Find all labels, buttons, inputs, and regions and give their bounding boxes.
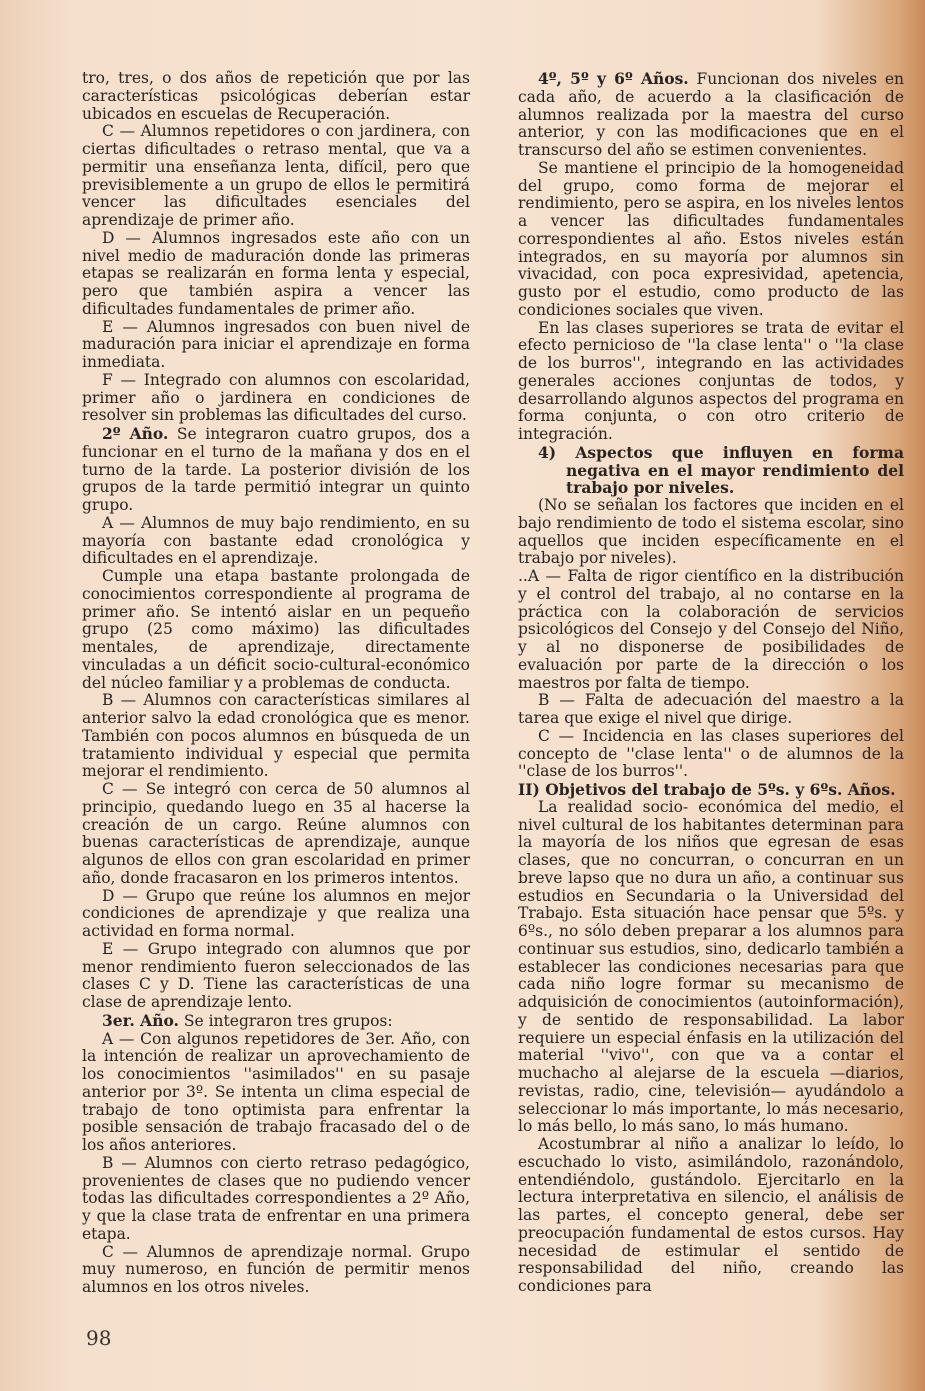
paragraph: C — Se integró con cerca de 50 alumnos al principio, quedando luego en 35 al hacerse la creación de un cargo. Reúne alumnos con buenas características de aprendizaje, aunque algunos de ellos con gran escolaridad en primer año, donde fracasaron en los primeros intentos. bbox=[82, 780, 470, 887]
left-column bbox=[82, 70, 470, 1297]
paragraph: A — Alumnos de muy bajo rendimiento, en su mayoría con bastante edad cronológica y dificultades en el aprendizaje. bbox=[82, 513, 470, 568]
paragraph: A — Con algunos repetidores de 3er. Año, con la intención de realizar un aprovechamiento de los conocimientos ''asimilados'' en su pasaje anterior por 3º. Se intenta un clima especial de trabajo de tono optimista para enfrentar la posible sensación de trabajo fracasado del o de los años anteriores. bbox=[82, 1029, 470, 1154]
paragraph bbox=[82, 425, 470, 515]
paragraph-text: Se integraron tres grupos: bbox=[178, 1011, 393, 1030]
paragraph: Acostumbrar al niño a analizar lo leído, lo escuchado lo visto, asimilándolo, razonándolo, entendiéndolo, gustándolo. Ejercitarlo en la lectura interpretativa en silencio, el análisis de las partes, el concepto general, debe ser preocupación fundamental de estos cursos. Hay necesidad de estimular el sentido de responsabilidad del niño, creando las condiciones para bbox=[518, 1135, 904, 1295]
paragraph: C — Incidencia en las clases superiores del concepto de ''clase lenta'' o de alumnos de la ''clase de los burros''. bbox=[518, 726, 904, 781]
section-label: 2º Año. bbox=[102, 424, 169, 443]
paragraph: D — Alumnos ingresados este año con un nivel medio de maduración donde las primeras etapas se realizarán en forma lenta y especial, pero que también aspira a vencer las dificultades fundamentales de primer año. bbox=[82, 228, 470, 318]
paragraph: Cumple una etapa bastante prolongada de conocimientos correspondiente al programa de primer año. Se intentó aislar en un pequeño grupo (25 como máximo) las dificultades mentales, de aprendizaje, directamente vinculadas a un déficit socio-cultural-económico del núcleo familiar y a problemas de conducta. bbox=[82, 567, 470, 692]
paragraph: E — Alumnos ingresados con buen nivel de maduración para iniciar el aprendizaje en forma inmediata. bbox=[82, 317, 470, 371]
paragraph: B — Alumnos con características similares al anterior salvo la edad cronológica que es menor. También con pocos alumnos en búsqueda de un tratamiento individual y especial que permita mejorar el rendimiento. bbox=[82, 691, 470, 781]
paragraph: La realidad socio- económica del medio, el nivel cultural de los habitantes determinan para la mayoría de los niños que egresan de esas clases, que no concurran, o concurran en un breve lapso que no dura un año, a continuar sus estudios en Secundaria o la Universidad del Trabajo. Esta situación hace pensar que 5ºs. y 6ºs., no sólo deben preparar a los alumnos para continuar sus estudios, sino, dedicarlo también a establecer las condiciones necesarias para que cada niño logre formar su mecanismo de adquisición de conocimientos (autoinformación), y de sentido de responsabilidad. La labor requiere un especial énfasis en la utilización del material ''vivo'', con que va a contar el muchacho al alejarse de la escuela —diarios, revistas, radio, cine, televisión— ayudándolo a seleccionar lo más importante, lo más necesario, lo más bello, lo más sano, lo más humano. bbox=[518, 797, 904, 1136]
paragraph: E — Grupo integrado con alumnos que por menor rendimiento fueron seleccionados de las clases C y D. Tiene las características de una clase de aprendizaje lento. bbox=[82, 939, 470, 1011]
paragraph bbox=[82, 1012, 470, 1031]
right-column bbox=[518, 70, 904, 1296]
paragraph: C — Alumnos de aprendizaje normal. Grupo muy numeroso, en función de permitir menos alumnos en los otros niveles. bbox=[82, 1242, 470, 1296]
section-label: 4º, 5º y 6º Años. bbox=[538, 69, 689, 88]
paragraph: Se mantiene el principio de la homogeneidad del grupo, como forma de mejorar el rendimiento, pero se aspira, en los niveles lentos a vencer las dificultades fundamentales correspondientes al año. Estos niveles están integrados, en su mayoría por alumnos sin vivacidad, con poca expresividad, apetencia, gusto por el estudio, como producto de las condiciones sociales que viven. bbox=[518, 158, 904, 319]
paragraph: B — Falta de adecuación del maestro a la tarea que exige el nivel que dirige. bbox=[518, 691, 904, 727]
paragraph: C — Alumnos repetidores o con jardinera, con ciertas dificultades o retraso mental, que va a permitir una enseñanza lenta, difícil, pero que previsiblemente a un grupo de ellos le permitirá vencer las dificultades esenciales del aprendizaje de primer año. bbox=[82, 122, 470, 229]
section-label: 3er. Año. bbox=[102, 1010, 179, 1030]
paragraph-text: Se integraron cuatro grupos, dos a funcionar en el turno de la mañana y dos en el turno de la tarde. La posterior división de los grupos de la tarde permitió integrar un quinto grupo. bbox=[82, 425, 470, 514]
paragraph bbox=[518, 70, 904, 160]
paragraph: tro, tres, o dos años de repetición que por las características psicológicas deberían estar ubicados en escuelas de Recuperación. bbox=[82, 69, 470, 123]
paragraph: En las clases superiores se trata de evitar el efecto pernicioso de ''la clase lenta'' o ''la clase de los burros'', integrando en las actividades generales acciones conjuntas de todos, y desarrollando algunos aspectos del programa en forma conjunta, o con otro criterio de integración. bbox=[518, 318, 904, 443]
paragraph: (No se señalan los factores que inciden en el bajo rendimiento de todo el sistema escolar, sino aquellos que inciden específicamente en el trabajo por niveles). bbox=[518, 496, 904, 568]
paragraph: F — Integrado con alumnos con escolaridad, primer año o jardinera en condiciones de resolver sin problemas las dificultades del curso. bbox=[82, 370, 470, 425]
section-heading: II) Objetivos del trabajo de 5ºs. y 6ºs. Años. bbox=[518, 780, 896, 799]
paragraph-text: Funcionan dos niveles en cada año, de acuerdo a la clasificación de alumnos realizada por la maestra del curso anterior, y con las modificaciones que en el transcurso del año se estimen convenientes. bbox=[518, 70, 904, 159]
page-number: 98 bbox=[86, 1326, 112, 1350]
section-heading: 4) Aspectos que influyen en forma negativa en el mayor rendimiento del trabajo por niveles. bbox=[538, 442, 904, 498]
paragraph: ..A — Falta de rigor científico en la distribución y el control del trabajo, al no contarse en la práctica con la colaboración de servicios psicológicos del Consejo y del Consejo del Niño, y al no disponerse de posibilidades de evaluación por parte de la dirección o los maestros por falta de tiempo. bbox=[518, 567, 904, 692]
paragraph: D — Grupo que reúne los alumnos en mejor condiciones de aprendizaje y que realiza una actividad en forma normal. bbox=[82, 886, 470, 940]
paragraph: B — Alumnos con cierto retraso pedagógico, provenientes de clases que no pudiendo vencer todas las dificultades correspondientes a 2º Año, y que la clase trata de enfrentar en una primera etapa. bbox=[82, 1153, 470, 1243]
